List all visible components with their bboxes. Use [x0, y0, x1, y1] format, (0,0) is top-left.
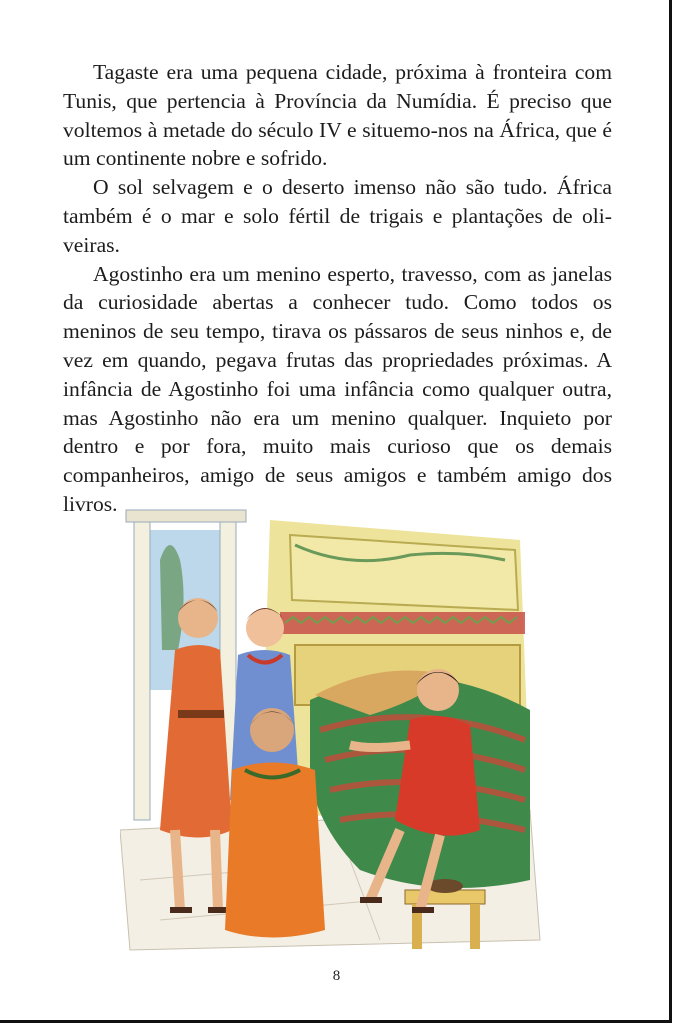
- boy-right-head: [417, 669, 459, 711]
- paragraph-1: Tagaste era uma pequena cidade, próxima à fronteira com Tunis, que pertencia à Província da Numídia. É preciso que voltemos à metade do século IV e situemo-nos na África, que é um continente nobre e sofrido.: [63, 60, 612, 171]
- paragraph-2: O sol selvagem e o deserto imenso não são tudo. África também é o mar e solo fértil de trigais e plantações de oliveiras.: [63, 175, 612, 257]
- paragraph-3: Agostinho era um menino esperto, travesso, com as janelas da curiosidade abertas a conhecer tudo. Como todos os meninos de seu tempo, tirava os pássaros de seus ninhos e, de vez em quando, pegava frutas das propriedades próximas. A infância de Agostinho foi uma infância como qualquer outra, mas Agostinho não era um menino qualquer. Inquieto por dentro e por fora, muito mais curioso que os demais companheiros, amigo de seus amigos e também amigo dos livros.: [63, 261, 612, 516]
- page-number: 8: [332, 968, 341, 984]
- child-orange-tunic: [225, 763, 325, 938]
- boy-left-head: [178, 598, 218, 638]
- column-left: [134, 520, 150, 820]
- illustration-children-scene: [120, 500, 550, 960]
- body-text: [63, 58, 612, 519]
- child-orange-head: [250, 708, 294, 752]
- child-blue-head: [246, 609, 284, 647]
